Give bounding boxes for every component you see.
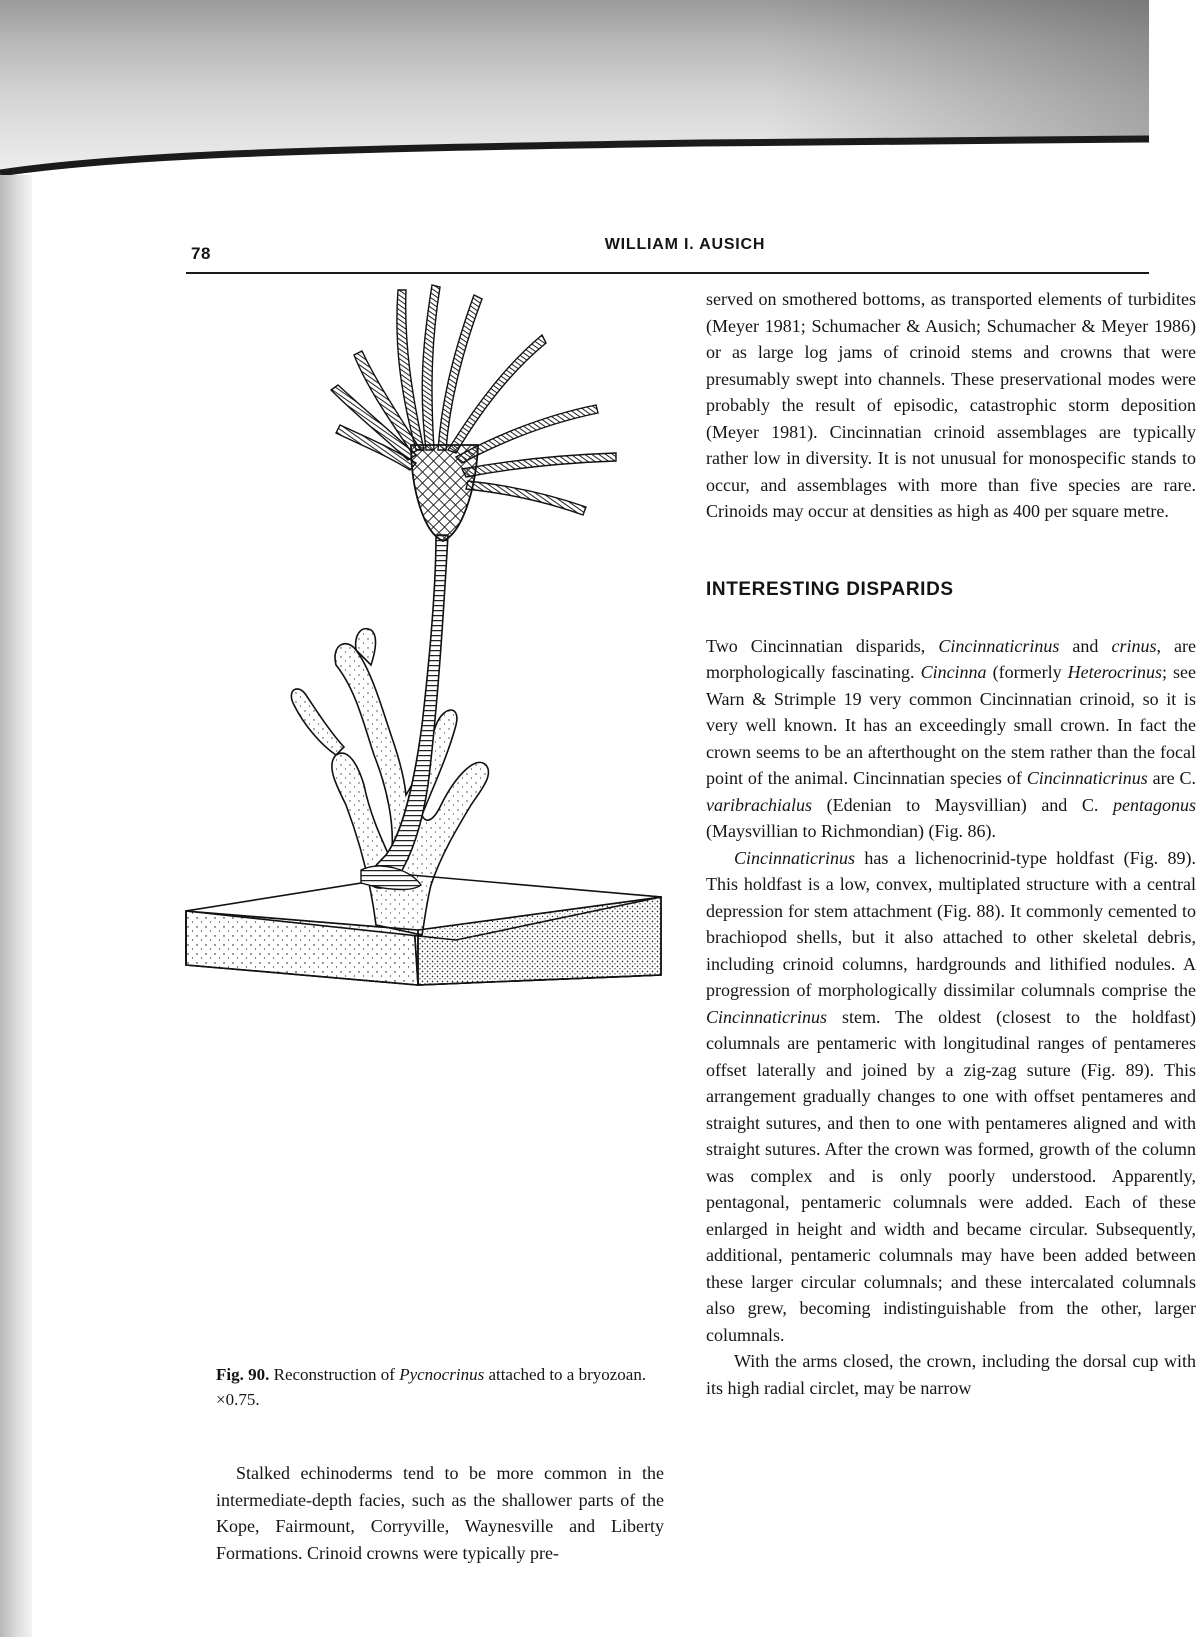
- figure-caption: [216, 1362, 691, 1412]
- header-rule: [186, 272, 1149, 274]
- binding-shadow: [0, 175, 32, 1637]
- caption-taxon: Pycnocrinus: [399, 1365, 485, 1384]
- caption-text-1: Reconstruction of: [273, 1365, 400, 1384]
- paragraph-2: Two Cincinnatian disparids, Cincinnaticrinus and crinus, are morphologically fascinating. Cincinna (formerly Heterocrinus; see Warn & Strimple 19 very common Cincinnatian crinoid, so it is very well known. It has an exceedingly small crown. In fact the crown seems to be an afterthought on the stem rather than the focal point of the animal. Cincinnatian species of Cincinnaticrinus are C. varibrachialus (Edenian to Maysvillian) and C. pentagonus (Maysvillian to Richmondian) (Fig. 86).: [706, 635, 1196, 841]
- paragraph-4: With the arms closed, the crown, including the dorsal cup with its high radial circlet, may be narrow: [706, 1351, 1196, 1398]
- caption-text-2: attached to a bryozoan.: [484, 1365, 647, 1384]
- paragraph-3: Cincinnaticrinus has a lichenocrinid-type holdfast (Fig. 89). This holdfast is a low, convex, multiplated structure with a central depression for stem attachment (Fig. 88). It commonly cemented to brachiopod shells, but it also attached to other skeletal debris, including crinoid columns, hardgrounds and lithified nodules. A progression of morphologically dissimilar columnals comprise the Cincinnaticrinus stem. The oldest (closest to the holdfast) columnals are pentameric with longitudinal ranges of pentameres offset laterally and joined by a zig-zag suture (Fig. 89). This arrangement gradually changes to one with offset pentameres and straight sutures, and then to one with pentameres aligned and with straight sutures. After the crown was formed, growth of the column was complex and is only poorly understood. Apparently, pentagonal, pentameric columnals were added. Each of these enlarged in height and width and became circular. Subsequently, additional, pentameric columnals may have been added between these larger circular columnals; and these intercalated columnals also grew, becoming indistinguishable from the other, larger columnals.: [706, 847, 1196, 1345]
- caption-scale: ×0.75.: [216, 1390, 260, 1409]
- crinoid-illustration: [186, 285, 686, 1325]
- left-column-text: [216, 1460, 664, 1566]
- figure-label: Fig. 90.: [216, 1365, 270, 1384]
- page-number: 78: [191, 244, 211, 263]
- right-column: [706, 286, 1196, 1637]
- paragraph-1: served on smothered bottoms, as transported elements of turbidites (Meyer 1981; Schumacher & Ausich; Schumacher & Meyer 1986) or as large log jams of crinoid stems and crowns that were presumably swept into channels. These preservational modes were probably the result of episodic, catastrophic storm deposition (Meyer 1981). Cincinnatian crinoid assemblages are typically rather low in diversity. It is not unusual for monospecific stands to occur, and assemblages with more than five species are rare. Crinoids may occur at densities as high as 400 per square metre.: [706, 289, 1196, 521]
- running-head: WILLIAM I. AUSICH: [604, 236, 766, 253]
- left-paragraph: Stalked echinoderms tend to be more common in the intermediate-depth facies, such as the shallower parts of the Kope, Fairmount, Corryville, Waynesville and Liberty Formations. Crinoid crowns were typically pre-: [216, 1463, 664, 1563]
- section-heading: INTERESTING DISPARIDS: [706, 578, 954, 600]
- page-edge: [0, 135, 1149, 195]
